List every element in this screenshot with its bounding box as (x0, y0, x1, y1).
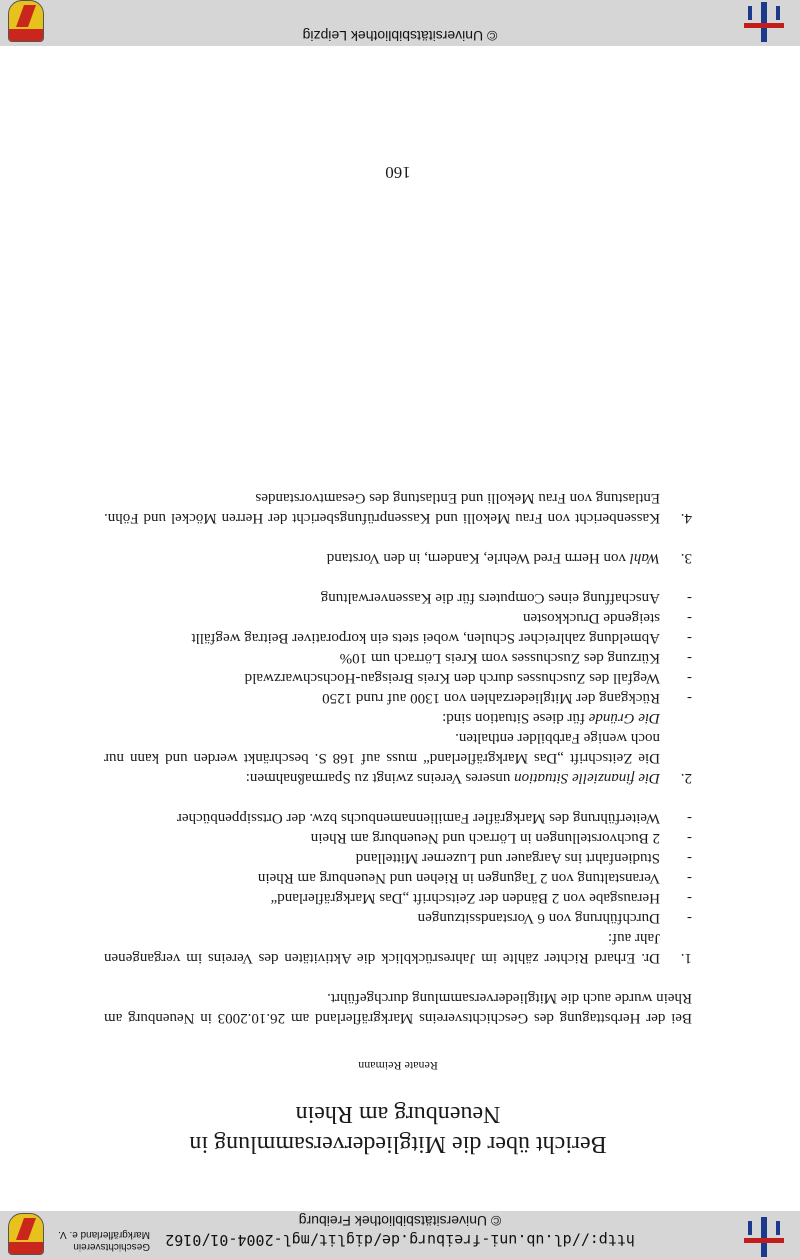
item-1-text: Dr. Erhard Richter zählte im Jahresrückblick die Aktivitäten des Vereins im vergangenen Jahr auf: (104, 930, 660, 966)
intro-paragraph: Bei der Herbsttagung des Geschichtsvereins Markgräflerland am 26.10.2003 in Neuenburg am Rhein wurde auch die Mitgliederversammlung durchgeführt. (104, 990, 692, 1026)
title-line-1: Bericht über die Mitgliederversammlung in (189, 1131, 607, 1157)
item-4-text: Kassenbericht von Frau Mekolli und Kassenprüfungsbericht der Herren Möckel und Föhn. Entlastung von Frau Mekolli und Entlastung des Gesamtvorstandes (104, 490, 660, 526)
list-item: - 2 Buchvorstellungen in Lörrach und Neuenburg am Rhein (310, 830, 692, 846)
document-url-link[interactable]: http://dl.ub.uni-freiburg.de/diglit/mgl-2004-01/0162 (165, 1231, 635, 1249)
society-name-line2: Markgräflerland e. V. (58, 1229, 150, 1240)
author-name: Renate Reimann (358, 1059, 438, 1073)
item-number: 1. (680, 950, 692, 966)
list-item: - Wegfall des Zuschusses durch den Kreis Breisgau-Hochschwarzwald (244, 670, 692, 686)
item-2-lead: Die finanzielle Situation unseres Vereins zwingt zu Sparmaßnahmen: (245, 770, 660, 786)
agenda-item-1 (104, 808, 692, 968)
footer-copyright-notice: © Universitätsbibliothek Leipzig (302, 28, 498, 44)
list-item: - Kürzung des Zuschusses vom Kreis Lörrach um 10% (339, 650, 692, 666)
document-body (104, 488, 692, 1159)
item-number: 2. (680, 770, 692, 786)
society-crest-icon (8, 1213, 44, 1255)
activities-list (104, 808, 692, 928)
reasons-list (104, 588, 692, 708)
list-item: - Studienfahrt ins Aargauer und Luzerner Mittelland (355, 850, 692, 866)
item-number: 3. (680, 550, 692, 566)
copyright-notice: © Universitätsbibliothek Freiburg (298, 1213, 502, 1229)
list-item: - Rückgang der Mitgliederzahlen von 1300 auf rund 1250 (322, 690, 692, 706)
list-item: - Abmeldung zahlreicher Schulen, wobei stets ein korporativer Beitrag wegfällt (191, 630, 692, 646)
list-item: - Herausgabe von 2 Bänden der Zeitschrift „Das Markgräflerland“ (270, 890, 692, 906)
list-item: - Veranstaltung von 2 Tagungen in Riehen und Neuenburg am Rhein (257, 870, 692, 886)
item-3-text: Wahl von Herrn Fred Wehrle, Kandern, in den Vorstand (326, 550, 660, 566)
item-2-reasons-heading: Die Gründe für diese Situation sind: (442, 710, 660, 726)
list-item: - Durchführung von 6 Vorstandssitzungen (417, 910, 692, 926)
list-item: - Anschaffung eines Computers für die Kassenverwaltung (320, 590, 692, 606)
agenda-item-2 (104, 588, 692, 788)
list-item: - Weiterführung des Markgräfler Familiennamenbuchs bzw. der Ortssippenbücher (176, 810, 692, 826)
university-library-logo-icon (744, 1213, 784, 1257)
viewer-footer-bar (0, 0, 800, 46)
viewer-header-bar (0, 1211, 800, 1259)
agenda-item-4 (104, 488, 692, 528)
list-item: - steigende Druckkosten (522, 610, 692, 626)
item-2-paragraph: Die Zeitschrift „Das Markgräflerland“ muss auf 168 S. beschränkt werden und kann nur noch wenige Farbbilder enthalten. (104, 730, 660, 766)
item-number: 4. (680, 510, 692, 526)
society-name-line1: Geschichtsverein (73, 1241, 150, 1252)
society-crest-icon (8, 0, 44, 42)
society-name (58, 1228, 150, 1252)
university-library-logo-icon (744, 0, 784, 42)
page-number: 160 (385, 163, 411, 182)
agenda-item-3 (104, 548, 692, 568)
document-title (104, 1099, 692, 1159)
title-line-2: Neuenburg am Rhein (295, 1101, 501, 1127)
